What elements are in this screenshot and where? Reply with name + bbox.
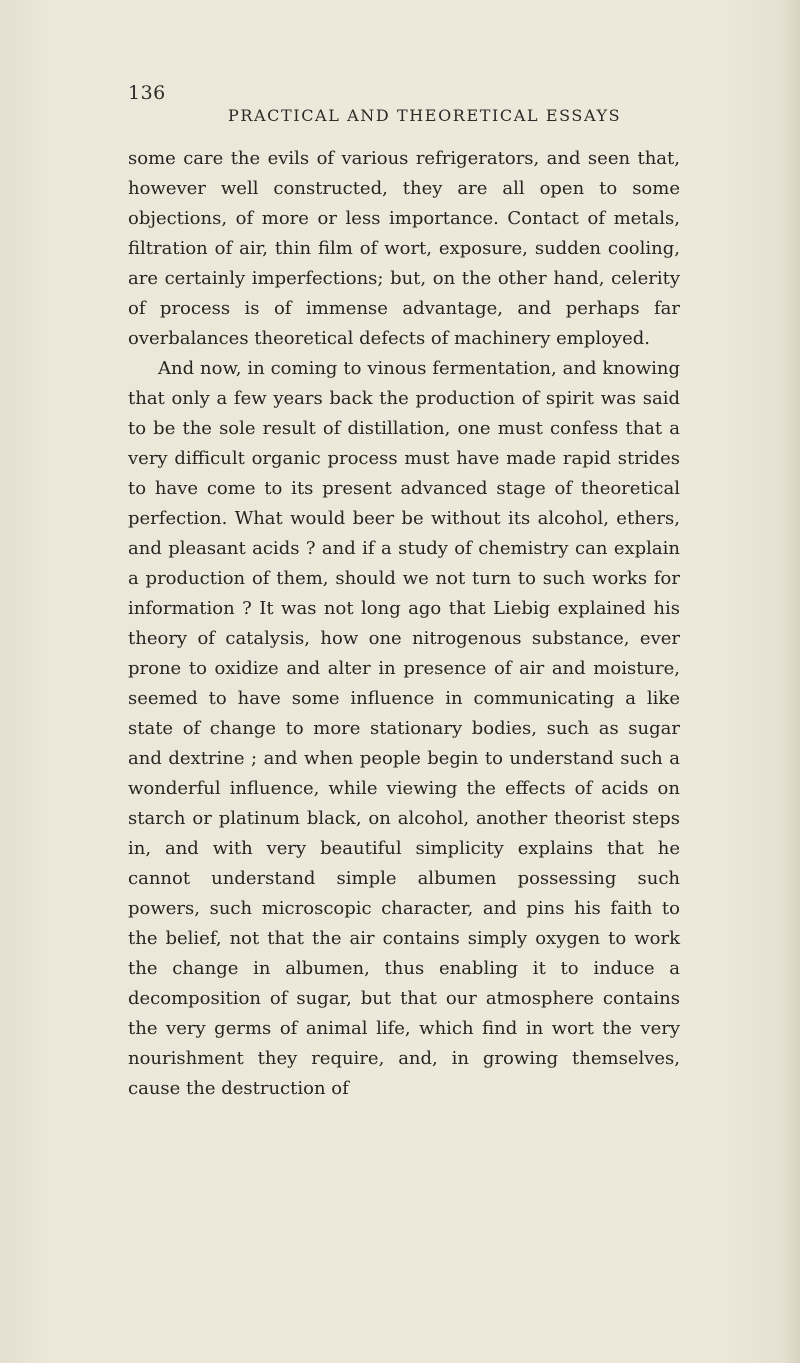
paragraph-continued: some care the evils of various refrigerators, and seen that, however well constructed, they are all open to some objections, of more or less importance. Contact of metals, filtration of air, thin film of wort, exposure, sudden cooling, are certainly imperfections; but, on the other hand, celerity of process is of immense advantage, and perhaps far overbalances theoretical defects of machinery employed. — [128, 148, 680, 349]
paragraph-vinous-fermentation: And now, in coming to vinous fermentation, and knowing that only a few years back the production of spirit was said to be the sole result of distillation, one must confess that a very difficult organic process must have made rapid strides to have come to its present advanced stage of theoretical perfection. What would beer be without its alcohol, ethers, and pleasant acids ? and if a study of chemistry can explain a production of them, should we not turn to such works for information ? It was not long ago that Liebig explained his theory of catalysis, how one nitrogenous substance, ever prone to oxidize and alter in presence of air and moisture, seemed to have some influence in communicating a like state of change to more stationary bodies, such as sugar and dextrine ; and when people begin to understand such a wonderful influence, while viewing the effects of acids on starch or platinum black, on alcohol, another theorist steps in, and with very beautiful simplicity explains that he cannot understand simple albumen possessing such powers, such microscopic character, and pins his faith to the belief, not that the air contains simply oxygen to work the change in albumen, thus enabling it to induce a decomposition of sugar, but that our atmosphere contains the very germs of animal life, which find in wort the very nourishment they require, and, in growing themselves, cause the destruction of — [128, 358, 680, 1099]
page-edge-shadow — [782, 0, 800, 1363]
page-header — [128, 82, 688, 125]
body-text — [128, 144, 680, 1104]
running-head: PRACTICAL AND THEORETICAL ESSAYS — [228, 106, 622, 125]
page-number: 136 — [128, 82, 166, 104]
